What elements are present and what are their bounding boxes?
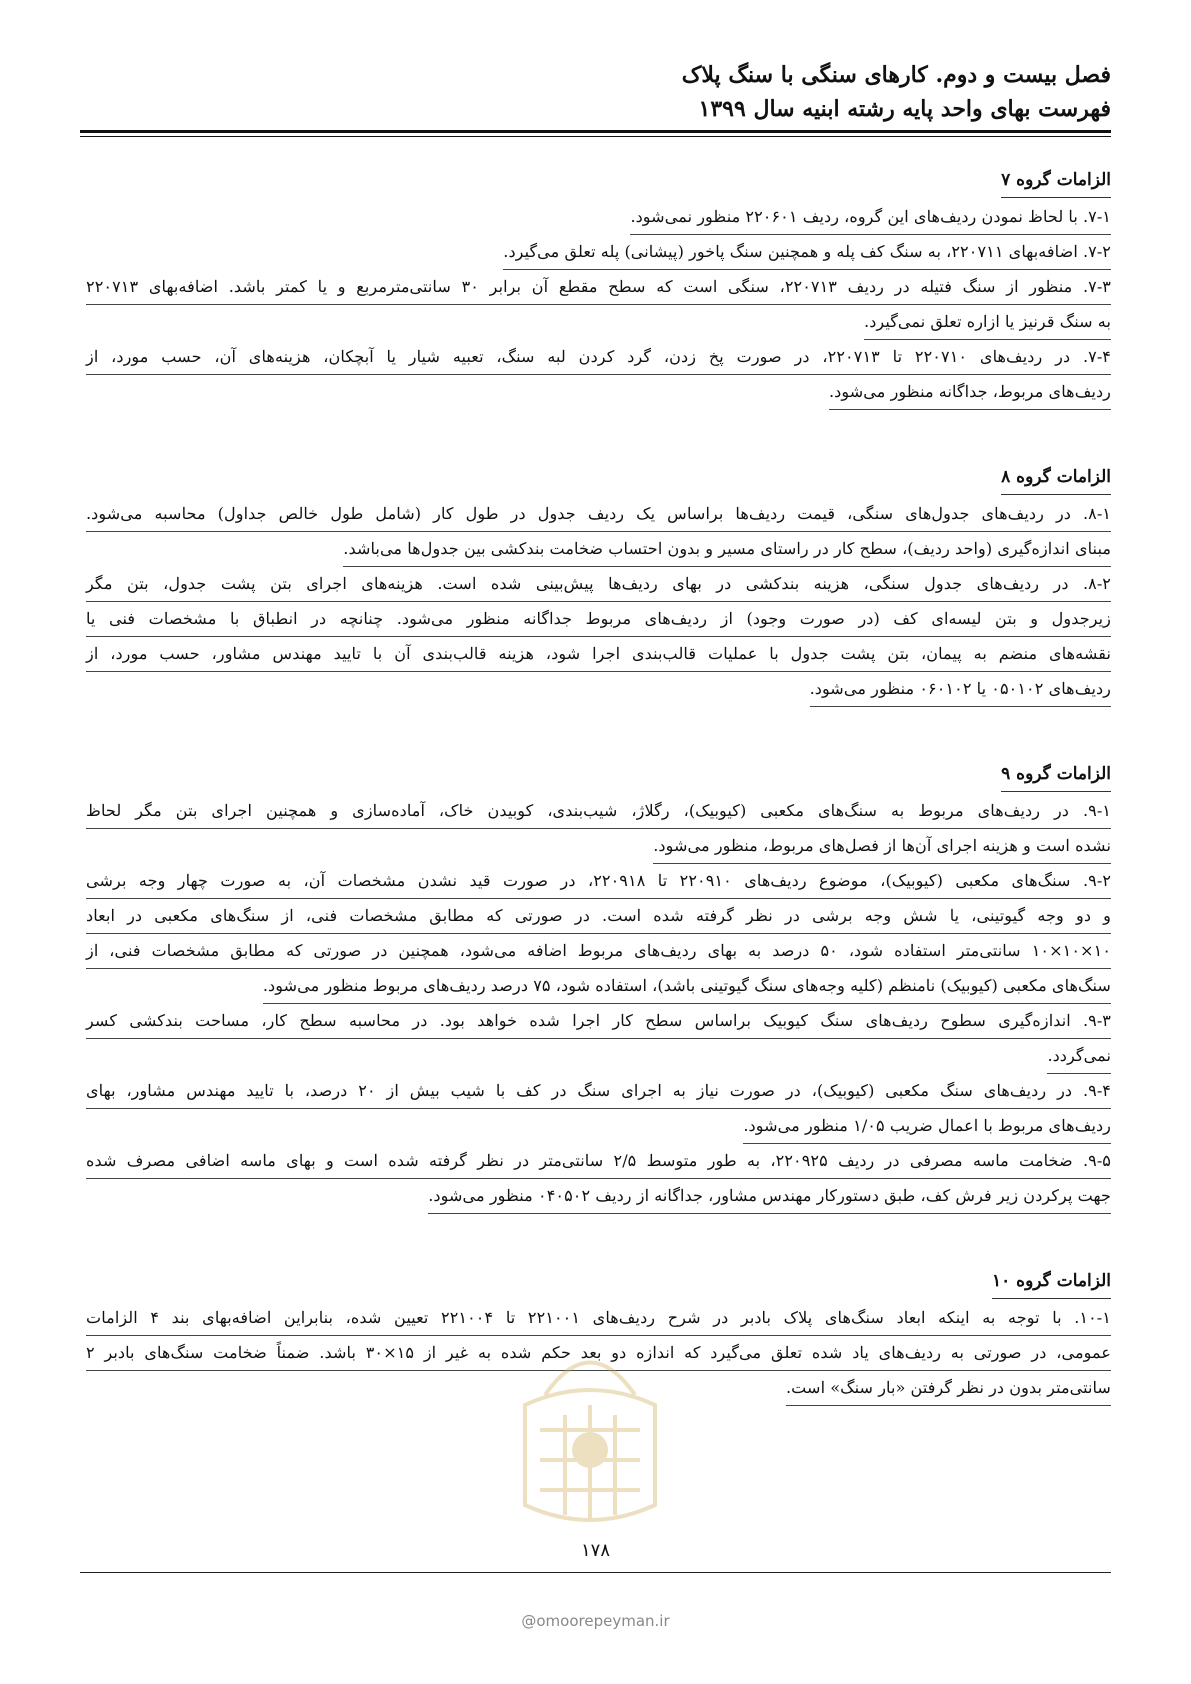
clause-line: سنگ‌های مکعبی (کیوبیک) نامنظم (کلیه وجه‌های سنگ گیوتینی باشد)، استفاده شود، ۷۵ درصد ردیف‌های مربوط منظور می‌شود. bbox=[263, 969, 1111, 1004]
page-number: ۱۷۸ bbox=[580, 1540, 610, 1561]
clause-line: عمومی، در صورتی به ردیف‌های یاد شده تعلق می‌گیرد که اندازه دو بعد حکم شده به غیر از ۱۵×۳۰ باشد. ضمناً ضخامت سنگ‌های بادبر ۲ bbox=[86, 1336, 1111, 1371]
clause-line: ۷-۱. با لحاظ نمودن ردیف‌های این گروه، ردیف ۲۲۰۶۰۱ منظور نمی‌شود. bbox=[630, 200, 1111, 235]
clause-line: ردیف‌های مربوط، جداگانه منظور می‌شود. bbox=[829, 375, 1111, 410]
clause-paragraph bbox=[86, 270, 1111, 340]
chapter-title: فصل بیست و دوم. کارهای سنگی با سنگ پلاک bbox=[681, 62, 1111, 88]
clause-line: نقشه‌های منضم به پیمان، بتن پشت جدول با عملیات قالب‌بندی اجرا شود، هزینه قالب‌بندی آن با تایید مهندس مشاور، حسب مورد، از bbox=[86, 637, 1111, 672]
clause-line: ۱۰×۱۰×۱۰ سانتی‌متر استفاده شود، ۵۰ درصد به بهای ردیف‌های مربوط اضافه می‌شود، همچنین در صورتی که مطابق مشخصات فنی، از bbox=[86, 934, 1111, 969]
clause-line: ۹-۱. در ردیف‌های مربوط به سنگ‌های مکعبی (کیوبیک)، رگلاژ، شیب‌بندی، کوبیدن خاک، آماده‌سازی و همچنین اجرای بتن مگر لحاظ bbox=[86, 794, 1111, 829]
header-rule-thick bbox=[80, 130, 1111, 133]
page-header bbox=[682, 58, 1111, 126]
clause-line: ۱۰-۱. با توجه به اینکه ابعاد سنگ‌های پلاک بادبر در شرح ردیف‌های ۲۲۱۰۰۱ تا ۲۲۱۰۰۴ تعیین شده، بنابراین اضافه‌بهای بند ۴ الزامات bbox=[86, 1301, 1111, 1336]
main-content bbox=[86, 163, 1111, 1456]
clause-line: ۷-۴. در ردیف‌های ۲۲۰۷۱۰ تا ۲۲۰۷۱۳، در صورت پخ زدن، گرد کردن لبه سنگ، تعبیه شیار یا آبچکان، هزینه‌های آن، حسب مورد، از bbox=[86, 340, 1111, 375]
clause-line: مبنای اندازه‌گیری (واحد ردیف)، سطح کار در راستای مسیر و بدون احتساب ضخامت بندکشی بین جدول‌ها می‌باشد. bbox=[343, 532, 1111, 567]
clause-line: نشده است و هزینه اجرای آن‌ها از فصل‌های مربوط، منظور می‌شود. bbox=[653, 829, 1111, 864]
clause-paragraph bbox=[86, 864, 1111, 1004]
watermark-emblem bbox=[505, 1335, 675, 1535]
clause-line: نمی‌گردد. bbox=[1047, 1039, 1111, 1074]
requirements-section bbox=[86, 460, 1111, 707]
header-rule-thin bbox=[80, 136, 1111, 137]
clause-line: ردیف‌های مربوط با اعمال ضریب ۱/۰۵ منظور می‌شود. bbox=[743, 1109, 1111, 1144]
clause-line: ۷-۳. منظور از سنگ فتیله در ردیف ۲۲۰۷۱۳، سنگی است که سطح مقطع آن برابر ۳۰ سانتی‌مترمربع و یا کمتر باشد. اضافه‌بهای ۲۲۰۷۱۳ bbox=[86, 270, 1111, 305]
clause-paragraph bbox=[86, 794, 1111, 864]
clause-line: و دو وجه گیوتینی، یا شش وجه برشی در نظر گرفته شده است. در صورتی که مطابق مشخصات فنی، از سنگ‌های مکعبی در ابعاد bbox=[86, 899, 1111, 934]
requirements-section bbox=[86, 757, 1111, 1214]
site-watermark-text: @omoorepeyman.ir bbox=[521, 1612, 670, 1630]
clause-paragraph bbox=[86, 1004, 1111, 1074]
clause-line: ردیف‌های ۰۵۰۱۰۲ یا ۰۶۰۱۰۲ منظور می‌شود. bbox=[810, 672, 1111, 707]
clause-line: ۹-۳. اندازه‌گیری سطوح ردیف‌های سنگ کیوبیک براساس سطح کار اجرا شده خواهد بود. در محاسبه سطح کار، مساحت بندکشی کسر bbox=[86, 1004, 1111, 1039]
clause-line: ۸-۱. در ردیف‌های جدول‌های سنگی، قیمت ردیف‌ها براساس یک ردیف جدول در طول کار (شامل طول خالص جداول) محاسبه می‌شود. bbox=[86, 497, 1111, 532]
clause-paragraph bbox=[86, 1074, 1111, 1144]
section-title: الزامات گروه ۸ bbox=[1001, 460, 1111, 495]
clause-paragraph bbox=[86, 340, 1111, 410]
clause-line: ۹-۲. سنگ‌های مکعبی (کیوبیک)، موضوع ردیف‌های ۲۲۰۹۱۰ تا ۲۲۰۹۱۸، در صورت قید نشدن مشخصات آن، به صورت چهار وجه برشی bbox=[86, 864, 1111, 899]
clause-line: ۹-۵. ضخامت ماسه مصرفی در ردیف ۲۲۰۹۲۵، به طور متوسط ۲/۵ سانتی‌متر در نظر گرفته شده است و بهای ماسه اضافی مصرف شده bbox=[86, 1144, 1111, 1179]
clause-line: ۹-۴. در ردیف‌های سنگ مکعبی (کیوبیک)، در صورت نیاز به اجرای سنگ در کف با شیب بیش از ۲۰ درصد، با تایید مهندس مشاور، بهای bbox=[86, 1074, 1111, 1109]
book-title: فهرست بهای واحد پایه رشته ابنیه سال ۱۳۹۹ bbox=[698, 96, 1111, 122]
footer-rule bbox=[80, 1572, 1111, 1573]
clause-paragraph bbox=[86, 497, 1111, 567]
section-title: الزامات گروه ۱۰ bbox=[992, 1264, 1111, 1299]
clause-line: زیرجدول و بتن لیسه‌ای کف (در صورت وجود) از ردیف‌های مربوط جداگانه منظور می‌شود. چنانچه در انطباق با مشخصات فنی یا bbox=[86, 602, 1111, 637]
section-title: الزامات گروه ۹ bbox=[1001, 757, 1111, 792]
clause-line: ۸-۲. در ردیف‌های جدول سنگی، هزینه بندکشی در بهای ردیف‌ها پیش‌بینی شده است. هزینه‌های اجرای بتن پشت جدول، بتن مگر bbox=[86, 567, 1111, 602]
clause-paragraph bbox=[86, 567, 1111, 707]
clause-line: سانتی‌متر بدون در نظر گرفتن «بار سنگ» است. bbox=[786, 1371, 1111, 1406]
clause-line: جهت پرکردن زیر فرش کف، طبق دستورکار مهندس مشاور، جداگانه از ردیف ۰۴۰۵۰۲ منظور می‌شود. bbox=[428, 1179, 1111, 1214]
clause-paragraph bbox=[86, 200, 1111, 235]
clause-paragraph bbox=[86, 1144, 1111, 1214]
clause-line: ۷-۲. اضافه‌بهای ۲۲۰۷۱۱، به سنگ کف پله و همچنین سنگ پاخور (پیشانی) پله تعلق می‌گیرد. bbox=[503, 235, 1111, 270]
section-title: الزامات گروه ۷ bbox=[1001, 163, 1111, 198]
clause-line: به سنگ قرنیز یا ازاره تعلق نمی‌گیرد. bbox=[864, 305, 1111, 340]
requirements-section bbox=[86, 163, 1111, 410]
clause-paragraph bbox=[86, 235, 1111, 270]
